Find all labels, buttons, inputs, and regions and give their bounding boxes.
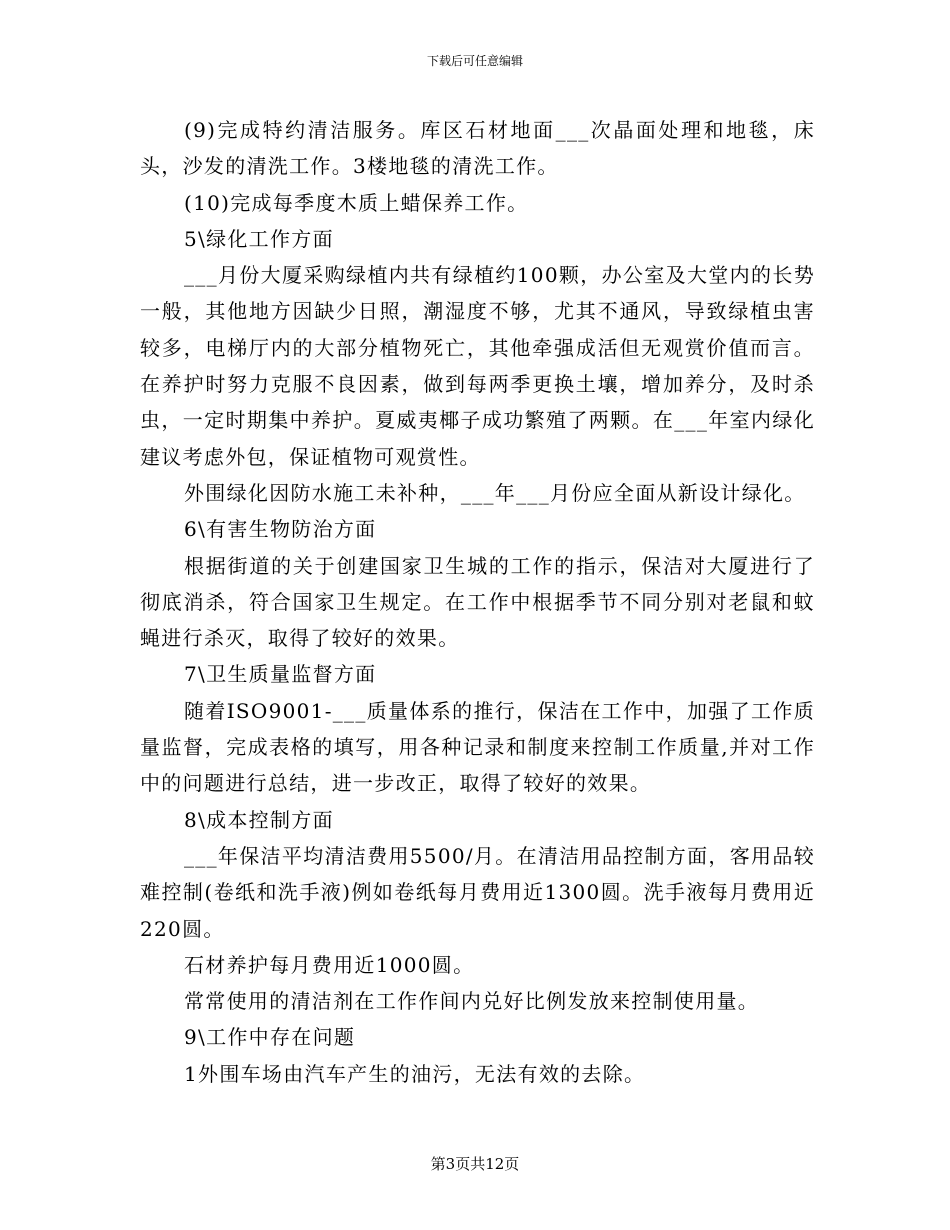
section-heading-pest-control: 6\有害生物防治方面	[184, 517, 377, 542]
section-heading-cost-control: 8\成本控制方面	[184, 807, 334, 832]
section-heading-quality-supervision: 7\卫生质量监督方面	[184, 662, 377, 687]
page-header-note: 下载后可任意编辑	[426, 54, 523, 68]
section-heading-problems: 9\工作中存在问题	[184, 1025, 356, 1050]
document-body	[140, 112, 815, 1092]
paragraph-problem-oil-stains: 1外围车场由汽车产生的油污，无法有效的去除。	[184, 1061, 646, 1086]
paragraph-greening-plants: ___月份大厦采购绿植内共有绿植约100颗，办公室及大堂内的长势一般，其他地方因缺少日照，潮湿度不够，尤其不通风，导致绿植虫害较多，电梯厅内的大部分植物死亡，其他牵强成活但无观赏价值而言。在养护时努力克服不良因素，做到每两季更换土壤，增加养分，及时杀虫，一定时期集中养护。夏威夷椰子成功繁殖了两颗。在___年室内绿化建议考虑外包，保证植物可观赏性。	[140, 263, 815, 469]
section-heading-greening: 5\绿化工作方面	[184, 226, 334, 251]
paragraph-wood-waxing: (10)完成每季度木质上蜡保养工作。	[184, 190, 529, 215]
paragraph-detergent-usage: 常常使用的清洁剂在工作作间内兑好比例发放来控制使用量。	[184, 989, 760, 1014]
page-number-footer: 第3页共12页	[430, 1155, 520, 1173]
paragraph-stone-maintenance-cost: 石材养护每月费用近1000圆。	[184, 952, 475, 977]
paragraph-quality-supervision: 随着ISO9001-___质量体系的推行，保洁在工作中，加强了工作质量监督，完成表格的填写，用各种记录和制度来控制工作质量,并对工作中的问题进行总结，进一步改正，取得了较好的效果。	[140, 698, 815, 796]
paragraph-outdoor-greening: 外围绿化因防水施工未补种，___年___月份应全面从新设计绿化。	[184, 480, 806, 505]
paragraph-special-cleaning: (9)完成特约清洁服务。库区石材地面___次晶面处理和地毯，床头，沙发的清洗工作。3楼地毯的清洗工作。	[140, 118, 815, 179]
paragraph-cleaning-costs: ___年保洁平均清洁费用5500/月。在清洁用品控制方面，客用品较难控制(卷纸和洗手液)例如卷纸每月费用近1300圆。洗手液每月费用近220圆。	[140, 843, 815, 941]
paragraph-pest-control: 根据街道的关于创建国家卫生城的工作的指示，保洁对大厦进行了彻底消杀，符合国家卫生规定。在工作中根据季节不同分别对老鼠和蚊蝇进行杀灭，取得了较好的效果。	[140, 553, 815, 651]
